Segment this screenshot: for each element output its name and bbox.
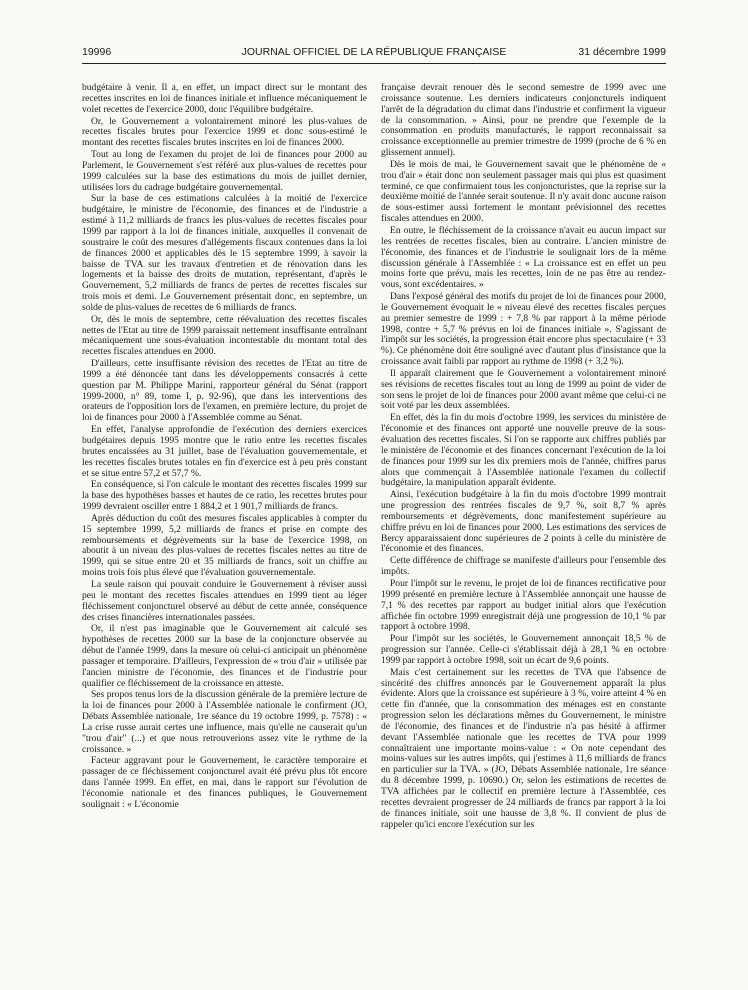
right-column <box>381 83 666 831</box>
paragraph: Mais c'est certainement sur les recettes de TVA que l'absence de sincérité des chiffres annoncés par le Gouvernement apparaît la plus évidente. Alors que la croissance est supérieure à 3 %, voire atteint 4 % en cette fin d'année, que la consommation des ménages est en constante progression selon les déclarations mêmes du Gouvernement, le ministre de l'économie, des finances et de l'industrie n'a pas hésité à affirmer devant l'Assemblée nationale que les recettes de TVA pour 1999 connaîtraient une importante moins-value : « On note cependant des moins-values sur les autres impôts, qui j'estimes à 11,6 milliards de francs en particulier sur la TVA. » (JO, Débats Assemblée nationale, 1re séance du 8 décembre 1999, p. 10690.) Or, selon les estimations de recettes de TVA affichées par le collectif en première lecture à l'Assemblée, ces recettes devraient progresser de 24 milliards de francs par rapport à la loi de finances initiale, soit une hausse de 3,8 %. Il convient de plus de rappeler qu'ici encore l'exécution sur les <box>381 666 666 830</box>
paragraph: Pour l'impôt sur le revenu, le projet de loi de finances rectificative pour 1999 présenté en première lecture à l'Assemblée annonçait une hausse de 7,1 % des recettes par rapport au budget initial alors que l'exécution affichée fin octobre 1999 enregistrait déjà une progression de 10,1 % par rapport à octobre 1998. <box>381 577 666 633</box>
header-rule <box>82 63 666 64</box>
paragraph: Après déduction du coût des mesures fiscales applicables à compter du 15 septembre 1999, 5,2 milliards de francs et prise en compte des remboursements et dégrèvements sur la base de l'exercice 1998, on aboutit à un niveau des plus-values de recettes fiscales nettes au titre de 1999, qui se situe entre 20 et 35 milliards de francs, soit un chiffre au moins trois fois plus élevé que l'évaluation gouvernementale. <box>82 512 367 579</box>
page-header <box>82 46 666 62</box>
paragraph: En outre, le fléchissement de la croissance n'avait eu aucun impact sur les rentrées de recettes fiscales, bien au contraire. L'ancien ministre de l'économie, des finances et de l'industrie le soulignait lors de la même discussion générale à l'Assemblée : « La croissance est en effet un peu moins forte que prévu, mais les recettes, loin de ne pas être au rendez-vous, sont excédentaires. » <box>381 224 666 291</box>
paragraph: La seule raison qui pouvait conduire le Gouvernement à réviser aussi peu le montant des recettes fiscales attendues en 1999 tient au léger fléchissement conjoncturel observé au début de cette année, conséquence des crises financières internationales passées. <box>82 578 367 623</box>
paragraph: Ses propos tenus lors de la discussion générale de la première lecture de la loi de finances pour 2000 à l'Assemblée nationale le confirment (JO, Débats Assemblée nationale, 1re séance du 19 octobre 1999, p. 7578) : « La crise russe aurait certes une influence, mais qu'elle ne causerait qu'un "trou d'air" (...) et que nous retrouverions assez vite le rythme de la croissance. » <box>82 689 367 755</box>
paragraph: Or, dès le mois de septembre, cette réévaluation des recettes fiscales nettes de l'Etat au titre de 1999 paraissait nettement insuffisante entraînant mécaniquement une sous-évaluation incontestable du montant total des recettes fiscales attendues en 2000. <box>82 313 367 358</box>
paragraph: Dès le mois de mai, le Gouvernement savait que le phénomène de « trou d'air » était donc non seulement passager mais qui plus est quasiment terminé, ce que confirmaient tous les conjoncturistes, que la reprise sur la deuxième moitié de l'année serait soutenue. Il n'y avait donc aucune raison de sous-estimer aussi fortement le montant prévisionnel des recettes fiscales attendues en 2000. <box>381 158 666 225</box>
paragraph: Dans l'exposé général des motifs du projet de loi de finances pour 2000, le Gouvernement évoquait le « niveau élevé des recettes fiscales perçues au premier semestre de 1999 : + 7,8 % par rapport à la même période 1998, contre + 5,7 % prévus en loi de finances initiale ». S'agissant de l'impôt sur les sociétés, la progression était encore plus spectaculaire (+ 33 %). Ce phénomène doit être souligné avec d'autant plus d'insistance que la croissance avait faibli par rapport au rythme de 1998 (+ 3,2 %). <box>381 291 666 368</box>
paragraph: Cette différence de chiffrage se manifeste d'ailleurs pour l'ensemble des impôts. <box>381 555 666 578</box>
paragraph: En effet, dès la fin du mois d'octobre 1999, les services du ministère de l'économie et des finances ont apporté une nouvelle preuve de la sous-évaluation des recettes fiscales. Si l'on se rapporte aux chiffres publiés par le ministère de l'économie et des finances concernant l'exécution de la loi de finances pour 1999 sur les dix premiers mois de l'année, chiffres parus alors que commençait à l'Assemblée nationale l'examen du collectif budgétaire, la manipulation apparaît évidente. <box>381 412 666 489</box>
paragraph: Or, le Gouvernement a volontairement minoré les plus-values de recettes fiscales brutes pour l'exercice 1999 et donc sous-estimé le montant des recettes fiscales brutes inscrites en loi de finances 2000. <box>82 115 367 149</box>
paragraph: D'ailleurs, cette insuffisante révision des recettes de l'Etat au titre de 1999 a été dénoncée tant dans les développements consacrés à cette question par M. Philippe Marini, rapporteur général du Sénat (rapport 1999-2000, n° 89, tome I, p. 92-96), que dans les interventions des orateurs de l'opposition lors de l'examen, en première lecture, du projet de loi de finances pour 2000 à l'Assemblée comme au Sénat. <box>82 358 367 424</box>
paragraph: Sur la base de ces estimations calculées à la moitié de l'exercice budgétaire, le ministre de l'économie, des finances et de l'industrie a estimé à 11,2 milliards de francs les plus-values de recettes fiscales pour 1999 par rapport à la loi de finances initiale, auxquelles il convenait de soustraire le coût des mesures d'allégements fiscaux contenues dans la loi de finances 2000 et applicables dès le 15 septembre 1999, à savoir la baisse de TVA sur les travaux d'entretien et de rénovation dans les logements et la baisse des droits de mutation, représentant, d'après le Gouvernement, 5,2 milliards de francs de pertes de recettes fiscales sur trois mois et demi. Le Gouvernement présentait donc, en septembre, un solde de plus-values de recettes de 6 milliards de francs. <box>82 193 367 313</box>
paragraph: française devrait renouer dès le second semestre de 1999 avec une croissance soutenue. Les derniers indicateurs conjoncturels indiquent l'arrêt de la dégradation du climat dans l'industrie et confirment la vigueur de la consommation. » Ainsi, pour ne prendre que l'exemple de la consommation en produits manufacturés, le rapport reconnaissait sa croissance exceptionnelle au premier trimestre de 1999 (proche de 6 % en glissement annuel). <box>381 82 666 159</box>
paragraph: budgétaire à venir. Il a, en effet, un impact direct sur le montant des recettes inscrites en loi de finances initiale et influence mécaniquement le volet recettes de l'exercice 2000, donc l'équilibre budgétaire. <box>82 82 367 115</box>
paragraph: En conséquence, si l'on calcule le montant des recettes fiscales 1999 sur la base des hypothèses basses et hautes de ce ratio, les recettes brutes pour 1999 devraient osciller entre 1 884,2 et 1 901,7 milliards de francs. <box>82 479 367 513</box>
left-column <box>82 83 367 812</box>
issue-date: 31 décembre 1999 <box>578 46 666 58</box>
paragraph: Ainsi, l'exécution budgétaire à la fin du mois d'octobre 1999 montrait une progression des rentrées fiscales de 9,7 %, soit 8,7 % après remboursements et dégrèvements, donc manifestement supérieure au chiffre prévu en loi de finances pour 2000. Les estimations des services de Bercy apparaissaient donc supérieures de 2 points à celle du ministère de l'économie et des finances. <box>381 489 666 555</box>
paragraph: Pour l'impôt sur les sociétés, le Gouvernement annonçait 18,5 % de progression sur l'année. Celle-ci s'établissait déjà à 28,1 % en octobre 1999 par rapport à octobre 1998, soit un écart de 9,6 points. <box>381 633 666 666</box>
paragraph: Il apparaît clairement que le Gouvernement a volontairement minoré ses révisions de recettes fiscales tout au long de 1999 au point de vider de son sens le projet de loi de finances pour 2000 avant même que celui-ci ne soit voté par les deux assemblées. <box>381 367 666 412</box>
page-number: 19996 <box>82 46 112 58</box>
paragraph: En effet, l'analyse approfondie de l'exécution des derniers exercices budgétaires depuis 1995 montre que le ratio entre les recettes fiscales brutes encaissées au 31 juillet, base de l'évaluation gouvernementale, et les recettes fiscales brutes totales en fin d'exercice est à peu près constant et se situe entre 57,2 et 57,7 %. <box>82 424 367 479</box>
paragraph: Or, il n'est pas imaginable que le Gouvernement ait calculé ses hypothèses de recettes 2000 sur la base de la conjoncture observée au début de l'année 1999, dans la mesure où celui-ci anticipait un phénomène passager et temporaire. D'ailleurs, l'expression de « trou d'air » utilisée par l'ancien ministre de l'économie, des finances et de l'industrie pour qualifier ce fléchissement de la croissance en atteste. <box>82 623 367 689</box>
journal-title: JOURNAL OFFICIEL DE LA RÉPUBLIQUE FRANÇAISE <box>241 46 507 58</box>
paragraph: Tout au long de l'examen du projet de loi de finances pour 2000 au Parlement, le Gouvernement s'est référé aux plus-values de recettes pour 1999 calculées sur la base des estimations du mois de juillet dernier, utilisées lors du cadrage budgétaire gouvernemental. <box>82 149 367 193</box>
paragraph: Facteur aggravant pour le Gouvernement, le caractère temporaire et passager de ce fléchissement conjoncturel avait été prévu plus tôt encore dans l'année 1999. En effet, en mai, dans le rapport sur l'évolution de l'économie nationale et des finances publiques, le Gouvernement soulignait : « L'économie <box>82 755 367 810</box>
